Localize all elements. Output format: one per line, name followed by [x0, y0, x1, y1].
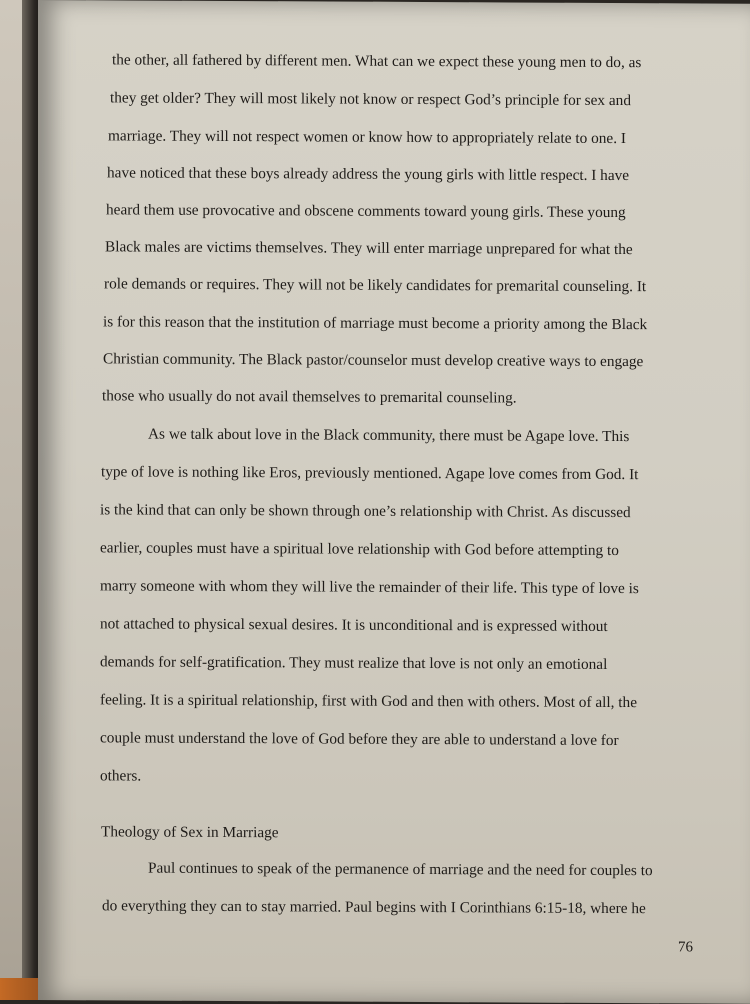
text-line: As we talk about love in the Black community, there must be Agape love. This: [148, 425, 630, 446]
book-page: [38, 0, 750, 1004]
paragraph-1: [38, 0, 750, 407]
text-line: heard them use provocative and obscene comments toward young girls. These young: [106, 201, 626, 222]
text-line: they get older? They will most likely not know or respect God’s principle for sex and: [110, 89, 631, 110]
text-line: type of love is nothing like Eros, previously mentioned. Agape love comes from God. It: [101, 463, 639, 484]
text-line: have noticed that these boys already address the young girls with little respect. I have: [107, 164, 630, 185]
text-line: demands for self-gratification. They must realize that love is not only an emotional: [100, 653, 608, 673]
text-line: the other, all fathered by different men. What can we expect these young men to do, as: [112, 51, 642, 72]
text-line: is for this reason that the institution of marriage must become a priority among the Black: [103, 313, 648, 334]
text-line: couple must understand the love of God before they are able to understand a love for: [100, 729, 619, 750]
section-heading: Theology of Sex in Marriage: [101, 823, 279, 842]
text-line: marriage. They will not respect women or know how to appropriately relate to one. I: [108, 127, 626, 148]
text-line: role demands or requires. They will not be likely candidates for premarital counseling. It: [104, 275, 647, 296]
text-line: earlier, couples must have a spiritual love relationship with God before attempting to: [100, 539, 619, 560]
text-line: do everything they can to stay married. Paul begins with I Corinthians 6:15-18, where he: [102, 897, 646, 918]
text-line: Paul continues to speak of the permanence of marriage and the need for couples to: [148, 859, 653, 880]
text-line: marry someone with whom they will live the remainder of their life. This type of love is: [100, 577, 639, 598]
page-number: 76: [678, 939, 693, 956]
text-line: Christian community. The Black pastor/counselor must develop creative ways to engage: [103, 350, 644, 371]
text-line: those who usually do not avail themselves to premarital counseling.: [102, 387, 517, 407]
text-line: others.: [100, 767, 142, 785]
text-line: feeling. It is a spiritual relationship, first with God and then with others. Most of all, the: [100, 691, 637, 712]
facing-page-edge: [0, 0, 22, 1000]
text-line: not attached to physical sexual desires. It is unconditional and is expressed without: [100, 615, 608, 635]
text-line: is the kind that can only be shown through one’s relationship with Christ. As discussed: [100, 501, 631, 522]
text-line: Black males are victims themselves. They will enter marriage unprepared for what the: [105, 238, 633, 259]
